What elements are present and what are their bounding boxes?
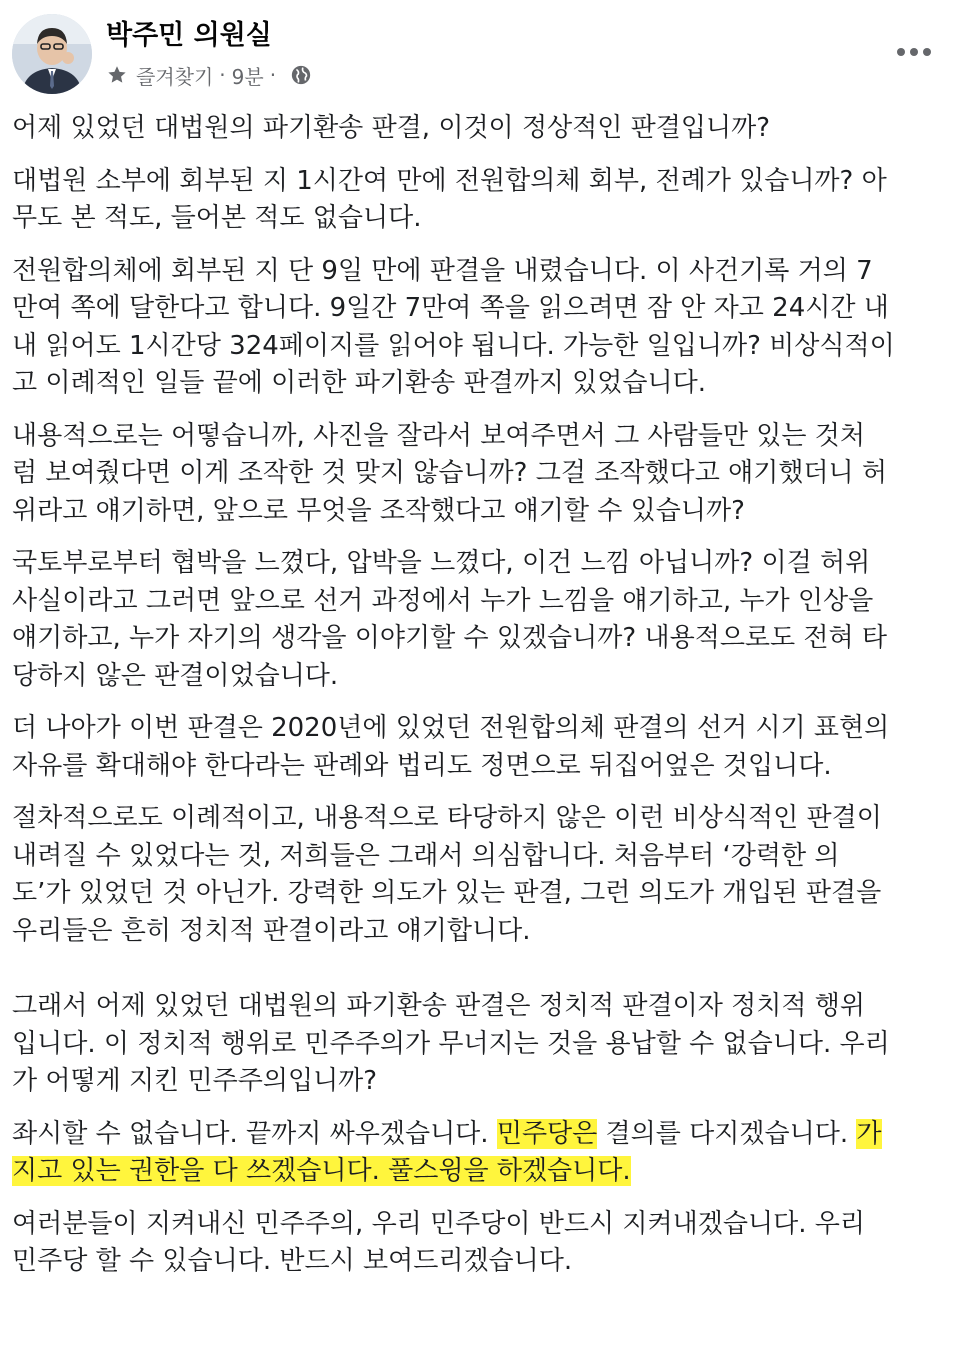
favorites-label[interactable]: 즐겨찾기 — [136, 64, 214, 89]
post-paragraph: 절차적으로도 이례적이고, 내용적으로 타당하지 않은 이런 비상식적인 판결이 내려질 수 있었다는 것, 저희들은 그래서 의심합니다. 처음부터 ‘강력한 의 도’가 있었던 것 아닌가. 강력한 의도가 있는 판결, 그런 의도가 개입된 판결을 우리들은 흔히 정치적 판결이라고 얘기합니다. — [12, 803, 882, 946]
post-header — [0, 0, 966, 110]
paragraph-text: 좌시할 수 없습니다. 끝까지 싸우겠습니다. — [12, 1118, 497, 1149]
post-paragraph: 내용적으로는 어떻습니까, 사진을 잘라서 보여주면서 그 사람들만 있는 것처 럼 보여줬다면 이게 조작한 것 맞지 않습니까? 그걸 조작했다고 얘기했더니 허 위라고 얘기하면, 앞으로 무엇을 조작했다고 얘기할 수 있습니까? — [12, 420, 888, 526]
post-body — [12, 110, 944, 1296]
more-horizontal-icon — [896, 47, 932, 57]
post-paragraph: 여러분들이 지켜내신 민주주의, 우리 민주당이 반드시 지켜내겠습니다. 우리 민주당 할 수 있습니다. 반드시 보여드리겠습니다. — [12, 1208, 865, 1276]
post-time[interactable]: 9분 — [231, 64, 264, 89]
post-paragraph: 대법원 소부에 회부된 지 1시간여 만에 전원합의체 회부, 전례가 있습니까? 아 무도 본 적도, 들어본 적도 없습니다. — [12, 165, 887, 233]
post-paragraph: 더 나아가 이번 판결은 2020년에 있었던 전원합의체 판결의 선거 시기 표현의 자유를 확대해야 한다라는 판례와 법리도 정면으로 뒤집어엎은 것입니다. — [12, 713, 890, 781]
post-meta — [106, 60, 312, 90]
author-name[interactable]: 박주민 의원실 — [106, 20, 272, 51]
meta-separator-2: · — [269, 63, 277, 87]
post-paragraph-highlighted — [12, 1116, 944, 1191]
highlighted-text: 민주당은 — [496, 1118, 598, 1149]
highlighted-text: 가 지고 있는 권한을 다 쓰겠습니다. 풀스윙을 하겠습니다. — [12, 1118, 882, 1186]
post-paragraph: 그래서 어제 있었던 대법원의 파기환송 판결은 정치적 판결이자 정치적 행위 입니다. 이 정치적 행위로 민주주의가 무너지는 것을 용납할 수 없습니다. 우리 가 어떻게 지킨 민주주의입니까? — [12, 991, 890, 1096]
avatar-photo — [12, 14, 92, 94]
author-avatar[interactable] — [12, 14, 92, 94]
globe-icon[interactable] — [290, 64, 312, 86]
more-options-button[interactable] — [892, 34, 936, 70]
post-paragraph: 전원합의체에 회부된 지 단 9일 만에 판결을 내렸습니다. 이 사건기록 거의 7 만여 쪽에 달한다고 합니다. 9일간 7만여 쪽을 읽으려면 잠 안 자고 24시간 내 내 읽어도 1시간당 324페이지를 읽어야 됩니다. 가능한 일입니까? 비상식적이 고 이례적인 일들 끝에 이러한 파기환송 판결까지 있었습니다. — [12, 255, 895, 398]
meta-separator: · — [219, 63, 226, 87]
star-icon — [106, 64, 128, 86]
paragraph-text: 결의를 다지겠습니다. — [597, 1118, 857, 1149]
post-paragraph: 어제 있었던 대법원의 파기환송 판결, 이것이 정상적인 판결입니까? — [12, 113, 771, 143]
post-paragraph: 국토부로부터 협박을 느꼈다, 압박을 느꼈다, 이건 느낌 아닙니까? 이걸 허위 사실이라고 그러면 앞으로 선거 과정에서 누가 느낌을 얘기하고, 누가 인상을 얘기하고, 누가 자기의 생각을 이야기할 수 있겠습니까? 내용적으로도 전혀 타 당하지 않은 판결이었습니다. — [12, 548, 888, 691]
